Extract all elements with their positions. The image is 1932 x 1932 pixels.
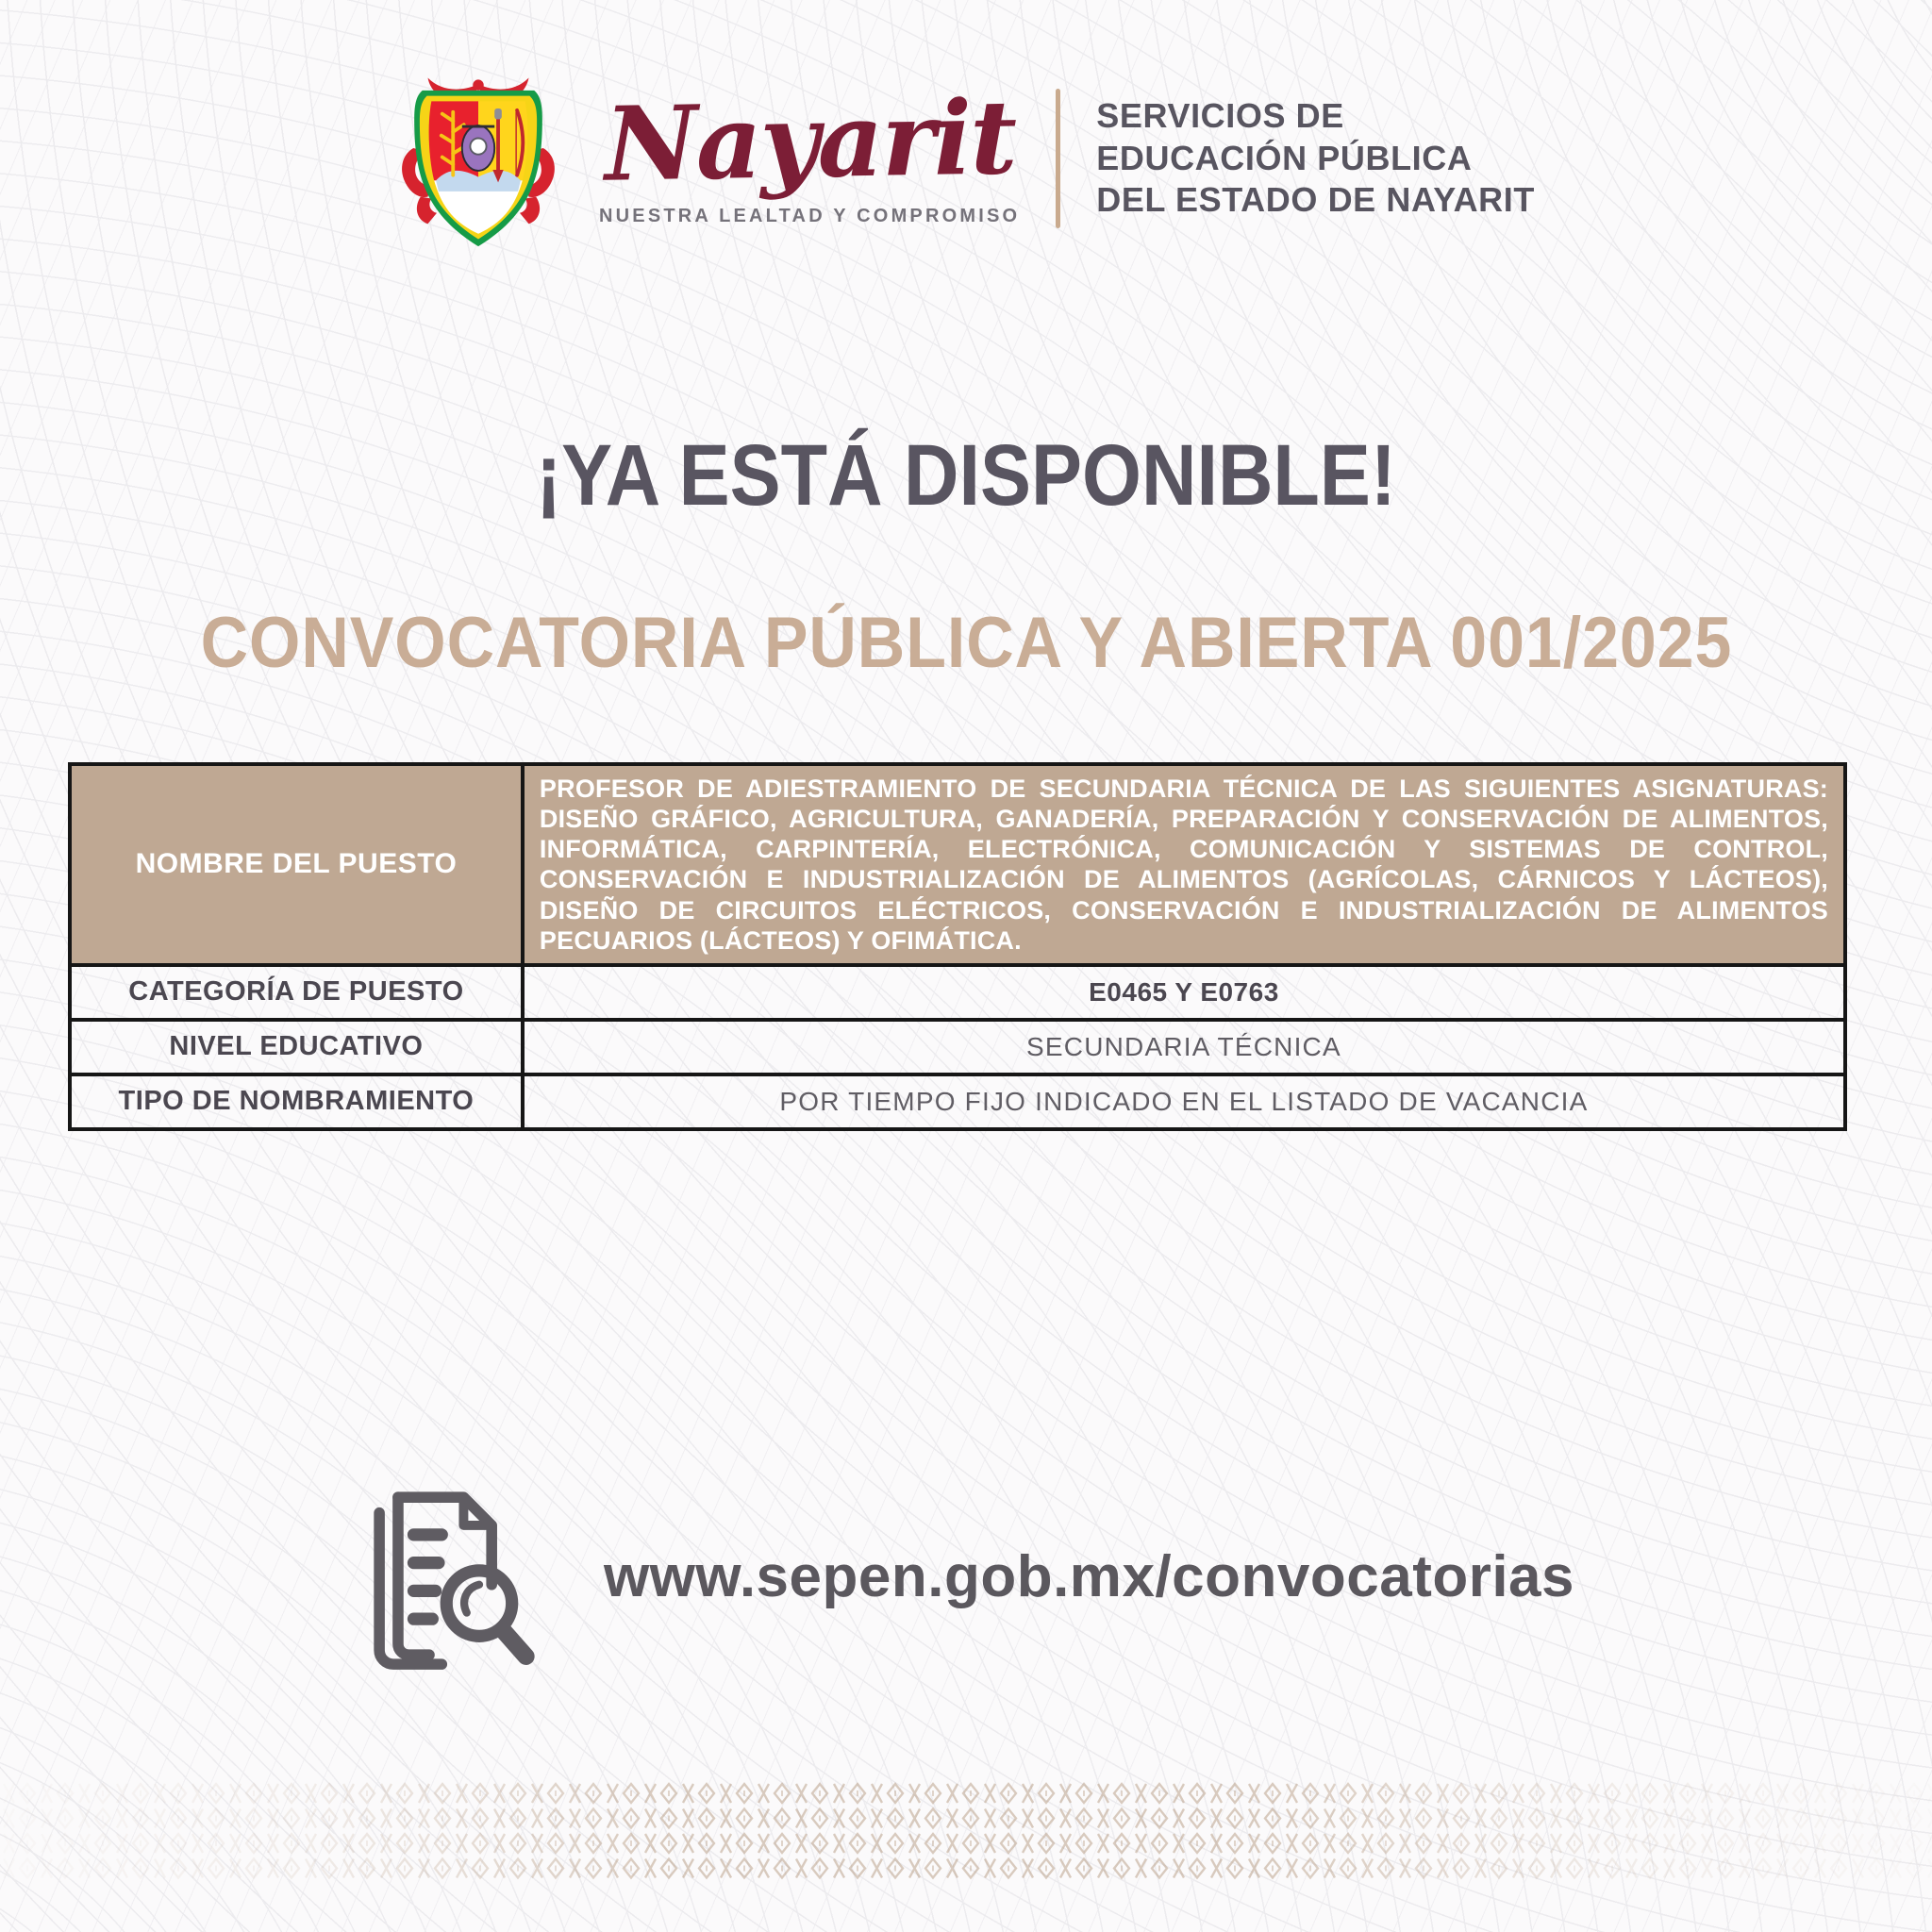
- table-row: [70, 965, 1845, 1020]
- row-label-nombre-del-puesto: NOMBRE DEL PUESTO: [70, 764, 523, 965]
- table-row: [70, 764, 1845, 965]
- header: [0, 55, 1932, 262]
- document-search-icon: [358, 1475, 551, 1678]
- row-label-categoria-de-puesto: CATEGORÍA DE PUESTO: [70, 965, 523, 1020]
- job-details-table: [68, 762, 1847, 1131]
- row-value-nombre-del-puesto: PROFESOR DE ADIESTRAMIENTO DE SECUNDARIA TÉCNICA DE LAS SIGUIENTES ASIGNATURAS: DISEÑO GRÁFICO, AGRICULTURA, GANADERÍA, PREPARACIÓN Y CONSERVACIÓN DE ALIMENTOS, INFORMÁTICA, CARPINTERÍA, ELECTRÓNICA, COMUNICACIÓN Y SISTEMAS DE CONTROL, CONSERVACIÓN E INDUSTRIALIZACIÓN DE ALIMENTOS (AGRÍCOLAS, CÁRNICOS Y LÁCTEOS), DISEÑO DE CIRCUITOS ELÉCTRICOS, CONSERVACIÓN E INDUSTRIALIZACIÓN DE ALIMENTOS PECUARIOS (LÁCTEOS) Y OFIMÁTICA.: [523, 764, 1845, 965]
- nayarit-wordmark: Nayarit: [603, 77, 1016, 205]
- org-name: [1096, 95, 1535, 222]
- footer-link-block: [0, 1468, 1932, 1685]
- brand-block: [599, 77, 1021, 227]
- row-label-tipo-de-nombramiento: TIPO DE NOMBRAMIENTO: [70, 1074, 523, 1129]
- brand-tagline: NUESTRA LEALTAD Y COMPROMISO: [599, 205, 1021, 226]
- table-row: [70, 1074, 1845, 1129]
- nayarit-coat-of-arms-icon: [397, 60, 559, 257]
- org-line-3: DEL ESTADO DE NAYARIT: [1096, 180, 1535, 220]
- row-value-categoria-de-puesto: E0465 Y E0763: [523, 965, 1845, 1020]
- headline: ¡YA ESTÁ DISPONIBLE!: [536, 427, 1396, 524]
- subtitle-convocatoria: CONVOCATORIA PÚBLICA Y ABIERTA 001/2025: [200, 603, 1732, 683]
- row-value-nivel-educativo: SECUNDARIA TÉCNICA: [523, 1020, 1845, 1074]
- header-divider: [1056, 89, 1060, 228]
- convocatorias-url: www.sepen.gob.mx/convocatorias: [603, 1543, 1575, 1609]
- org-line-1: SERVICIOS DE: [1096, 96, 1344, 136]
- ethnic-pattern-band: [0, 1781, 1932, 1881]
- row-label-nivel-educativo: NIVEL EDUCATIVO: [70, 1020, 523, 1074]
- table-row: [70, 1020, 1845, 1074]
- org-line-2: EDUCACIÓN PÚBLICA: [1096, 138, 1473, 177]
- row-value-tipo-de-nombramiento: POR TIEMPO FIJO INDICADO EN EL LISTADO DE VACANCIA: [523, 1074, 1845, 1129]
